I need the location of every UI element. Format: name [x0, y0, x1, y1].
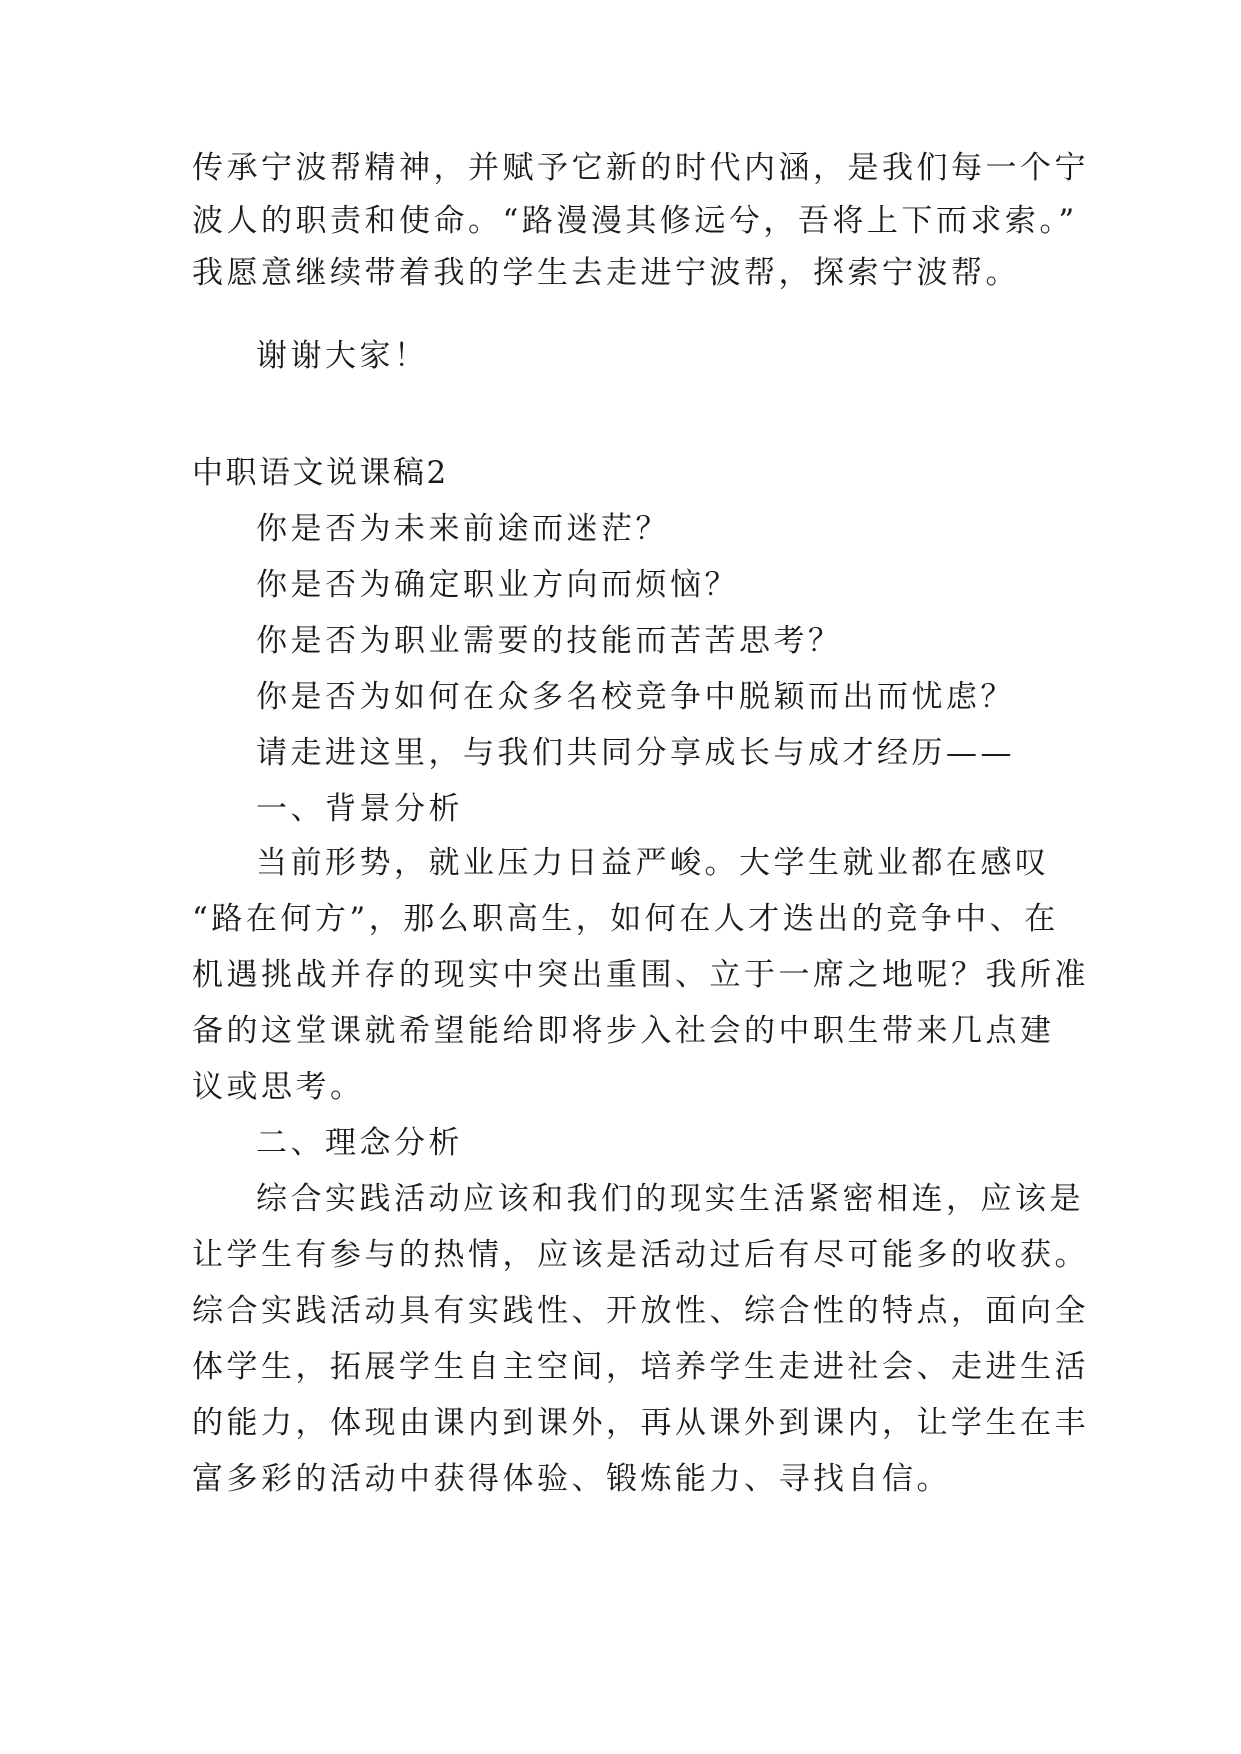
paragraph-line: 体学生，拓展学生自主空间，培养学生走进社会、走进生活 — [192, 1349, 1089, 1385]
question-line: 你是否为确定职业方向而烦恼？ — [256, 567, 739, 603]
paragraph-line: 备的这堂课就希望能给即将步入社会的中职生带来几点建 — [192, 1013, 1055, 1049]
section-title: 中职语文说课稿2 — [192, 455, 449, 491]
paragraph-line: 富多彩的活动中获得体验、锻炼能力、寻找自信。 — [192, 1461, 951, 1497]
paragraph-line: 的能力，体现由课内到课外，再从课外到课内，让学生在丰 — [192, 1405, 1089, 1441]
paragraph-line: 波人的职责和使命。“路漫漫其修远兮，吾将上下而求索。” — [192, 203, 1078, 239]
paragraph-line: “路在何方”，那么职高生，如何在人才迭出的竞争中、在 — [192, 901, 1059, 937]
question-line: 你是否为如何在众多名校竞争中脱颖而出而忧虑？ — [256, 679, 1015, 715]
paragraph-line: 综合实践活动具有实践性、开放性、综合性的特点，面向全 — [192, 1293, 1089, 1329]
paragraph-line: 议或思考。 — [192, 1069, 365, 1105]
paragraph-line: 传承宁波帮精神，并赋予它新的时代内涵，是我们每一个宁 — [192, 150, 1089, 186]
paragraph-line: 综合实践活动应该和我们的现实生活紧密相连，应该是 — [256, 1181, 1084, 1217]
heading-concept-analysis: 二、理念分析 — [256, 1125, 463, 1161]
paragraph-line: 我愿意继续带着我的学生去走进宁波帮，探索宁波帮。 — [192, 255, 1020, 291]
question-line: 你是否为职业需要的技能而苦苦思考？ — [256, 623, 843, 659]
paragraph-line: 当前形势，就业压力日益严峻。大学生就业都在感叹 — [256, 845, 1050, 881]
question-line: 你是否为未来前途而迷茫？ — [256, 511, 670, 547]
paragraph-line: 机遇挑战并存的现实中突出重围、立于一席之地呢？我所准 — [192, 957, 1089, 993]
invitation-line: 请走进这里，与我们共同分享成长与成才经历—— — [256, 735, 1015, 771]
thanks-line: 谢谢大家！ — [256, 338, 429, 374]
paragraph-line: 让学生有参与的热情，应该是活动过后有尽可能多的收获。 — [192, 1237, 1089, 1273]
heading-background-analysis: 一、背景分析 — [256, 791, 463, 827]
